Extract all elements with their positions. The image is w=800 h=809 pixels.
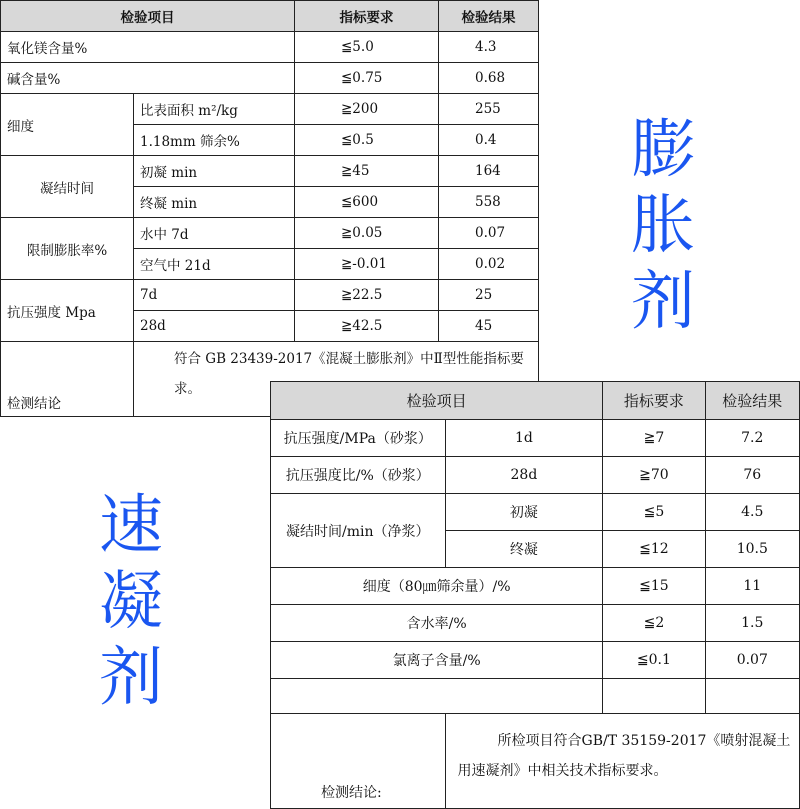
requirement-value: ≦15 [603,568,705,605]
result-value: 45 [439,311,539,342]
table-row [1,63,539,94]
header-item: 检验项目 [271,382,603,420]
item-label: 细度（80㎛筛余量）/% [271,568,603,605]
requirement-value: ≦12 [603,531,705,568]
requirement-value: ≧0.05 [295,218,439,249]
requirement-value: ≧42.5 [295,311,439,342]
label-char: 速 [99,489,163,563]
subitem-label: 初凝 [445,494,603,531]
subitem-label: 比表面积 m²/kg [134,94,295,125]
requirement-value: ≦5 [603,494,705,531]
requirement-value: ≧70 [603,457,705,494]
header-result: 检验结果 [439,1,539,32]
subitem-label: 空气中 21d [134,249,295,280]
table-row [1,32,539,63]
header-result: 检验结果 [705,382,799,420]
result-value: 1.5 [705,605,799,642]
subitem-label: 终凝 [445,531,603,568]
label-char: 膨 [631,113,695,187]
conclusion-text: 所检项目符合GB/T 35159-2017《喷射混凝土用速凝剂》中相关技术指标要求。 [445,714,799,809]
header-item: 检验项目 [1,1,295,32]
subitem-label: 7d [134,280,295,311]
subitem-label: 28d [134,311,295,342]
requirement-value: ≧7 [603,420,705,457]
subitem-label: 1.18mm 筛余% [134,125,295,156]
result-value: 0.02 [439,249,539,280]
header-requirement: 指标要求 [295,1,439,32]
result-value: 0.07 [439,218,539,249]
item-label: 抗压强度/MPa（砂浆） [271,420,446,457]
item-label: 氧化镁含量% [1,32,295,63]
item-label: 抗压强度比/%（砂浆） [271,457,446,494]
table-row [271,568,800,605]
subitem-label: 28d [445,457,603,494]
requirement-value: ≦600 [295,187,439,218]
item-label: 碱含量% [1,63,295,94]
result-value: 25 [439,280,539,311]
requirement-value: ≦0.5 [295,125,439,156]
label-char: 凝 [99,565,163,639]
subitem-label: 水中 7d [134,218,295,249]
conclusion-label: 检测结论 [1,342,134,417]
table-row [1,280,539,311]
requirement-value: ≦5.0 [295,32,439,63]
requirement-value: ≧22.5 [295,280,439,311]
empty-cell [603,679,705,714]
table-header-row [271,382,800,420]
result-value: 255 [439,94,539,125]
table-row [1,94,539,125]
label-char: 剂 [631,265,695,339]
table-header-row [1,1,539,32]
result-value: 0.4 [439,125,539,156]
item-label: 凝结时间 [1,156,134,218]
item-label: 限制膨胀率% [1,218,134,280]
conclusion-text: 符合 GB 23439-2017《混凝土膨胀剂》中Ⅱ型性能指标要求。 [134,342,539,417]
result-value: 11 [705,568,799,605]
table-row [271,420,800,457]
subitem-label: 初凝 min [134,156,295,187]
result-value: 76 [705,457,799,494]
header-requirement: 指标要求 [603,382,705,420]
expansive-agent-table [0,0,539,417]
item-label: 细度 [1,94,134,156]
table-row [1,218,539,249]
table-row [271,605,800,642]
item-label: 抗压强度 Mpa [1,280,134,342]
table-row [271,642,800,679]
result-value: 10.5 [705,531,799,568]
result-value: 4.3 [439,32,539,63]
result-value: 558 [439,187,539,218]
conclusion-label: 检测结论: [271,714,446,809]
table-row [1,156,539,187]
empty-cell [705,679,799,714]
result-value: 164 [439,156,539,187]
item-label: 凝结时间/min（净浆） [271,494,446,568]
item-label: 含水率/% [271,605,603,642]
label-char: 胀 [631,189,695,263]
subitem-label: 1d [445,420,603,457]
requirement-value: ≦0.1 [603,642,705,679]
requirement-value: ≧-0.01 [295,249,439,280]
result-value: 4.5 [705,494,799,531]
table-row [271,494,800,531]
empty-row [271,679,800,714]
accelerator-table [270,381,800,809]
expansive-agent-label [628,112,698,340]
requirement-value: ≦0.75 [295,63,439,94]
requirement-value: ≦2 [603,605,705,642]
label-char: 剂 [99,641,163,715]
result-value: 0.68 [439,63,539,94]
conclusion-row [271,714,800,809]
result-value: 0.07 [705,642,799,679]
accelerator-label [96,488,166,716]
result-value: 7.2 [705,420,799,457]
subitem-label: 终凝 min [134,187,295,218]
requirement-value: ≧200 [295,94,439,125]
requirement-value: ≧45 [295,156,439,187]
table-row [271,457,800,494]
item-label: 氯离子含量/% [271,642,603,679]
empty-cell [271,679,603,714]
